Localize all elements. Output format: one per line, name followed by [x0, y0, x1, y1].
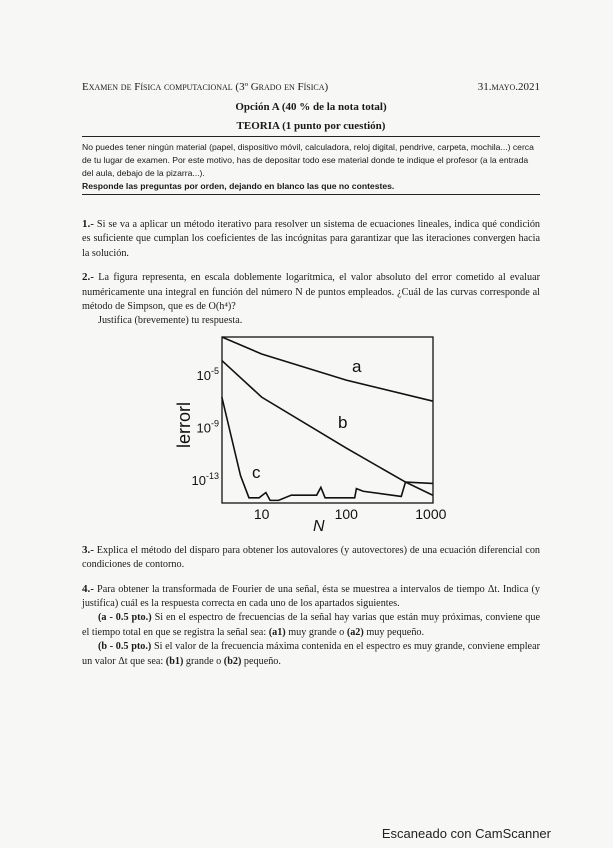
curve-label-a: a: [352, 356, 362, 376]
part-b: [82, 640, 540, 669]
part-label: (a - 0.5 pto.): [98, 612, 152, 624]
question-text: Explica el método del disparo para obtener los autovalores (y autovectores) de una ecuación diferencial con condiciones de contorno.: [82, 544, 541, 571]
y-axis-label: lerrorl: [174, 401, 194, 448]
question-extra: Justifica (brevemente) tu respuesta.: [98, 315, 243, 327]
curve-a: [222, 337, 433, 401]
option-text: grande o: [185, 655, 222, 667]
exam-title: Examen de Física computacional (3º Grado en Física): [82, 81, 329, 93]
y-tick-label: $10^{-9}$: [196, 418, 219, 436]
question-text: Si se va a aplicar un método iterativo para resolver un sistema de ecuaciones lineales, indica qué condición es suficiente que cumplan los coeficientes de las incógnitas para garantizar que las iteraciones convergen hacia la solución.: [82, 219, 541, 259]
question-number: 1.-: [82, 218, 94, 230]
divider: [82, 194, 540, 195]
part-text: Si el valor de la frecuencia máxima contenida en el espectro es muy grande, conviene emplear un valor Δt que sea:: [82, 641, 540, 667]
curve-label-c: c: [252, 462, 261, 482]
option-b1: (b1): [165, 655, 184, 667]
x-tick-label: 100: [334, 505, 358, 522]
error-chart: [170, 330, 470, 535]
notice-text: No puedes tener ningún material (papel, dispositivo móvil, calculadora, reloj digital, pendrive, carpeta, mochila...) cerca de tu lugar de examen. Por este motivo, has de depositar todo ese material donde te indique el profesor (a la entrada del aula, debajo de la pizarra...).: [82, 142, 534, 178]
question-text: Para obtener la transformada de Fourier de una señal, ésta se muestrea a intervalos de tiempo Δt. Indica (y justifica) cuál es la respuesta correcta en cada uno de los apartados siguientes.: [82, 583, 540, 610]
camscanner-watermark: Escaneado con CamScanner: [381, 826, 551, 841]
y-tick-label: $10^{-13}$: [191, 470, 219, 488]
option-text: muy grande o: [288, 626, 345, 638]
question-2: [82, 270, 540, 329]
exam-page: [82, 80, 540, 669]
x-tick-label: 1000: [415, 505, 447, 522]
question-4: [82, 582, 540, 669]
part-label: (b - 0.5 pto.): [98, 641, 152, 653]
section-title: TEORIA (1 punto por cuestión): [236, 120, 386, 132]
option-text: muy pequeño.: [366, 626, 425, 638]
option-b2: (b2): [223, 655, 242, 667]
exam-date: 31.mayo.2021: [477, 81, 540, 93]
question-3: [82, 543, 540, 573]
x-axis-label: N: [313, 517, 325, 535]
option-a2: (a2): [346, 626, 364, 638]
curve-c: [222, 397, 433, 500]
x-tick-label: 10: [253, 505, 270, 522]
option-a1: (a1): [268, 626, 286, 638]
question-1: [82, 217, 540, 261]
option-title: Opción A (40 % de la nota total): [235, 101, 387, 113]
question-text: La figura representa, en escala doblemente logarítmica, el valor absoluto del error cometido al evaluar numéricamente una integral en función del número N de puntos empleados. ¿Cuál de las curvas corresponde al método de Simpson, que es de O(h⁴)?: [82, 272, 540, 313]
notice-bold: Responde las preguntas por orden, dejando en blanco las que no contestes.: [82, 181, 395, 191]
option-text: pequeño.: [243, 655, 281, 667]
part-text: Si en el espectro de frecuencias de la señal hay varias que están muy próximas, conviene que el tiempo total en que se registra la señal sea:: [82, 612, 540, 638]
notice: [82, 137, 540, 194]
exam-header: [82, 80, 540, 94]
question-number: 3.-: [82, 543, 94, 556]
curve-label-b: b: [338, 412, 348, 432]
part-a: [82, 611, 540, 640]
question-number: 2.-: [82, 271, 94, 284]
question-number: 4.-: [82, 582, 94, 595]
y-tick-label: $10^{-5}$: [196, 366, 219, 384]
